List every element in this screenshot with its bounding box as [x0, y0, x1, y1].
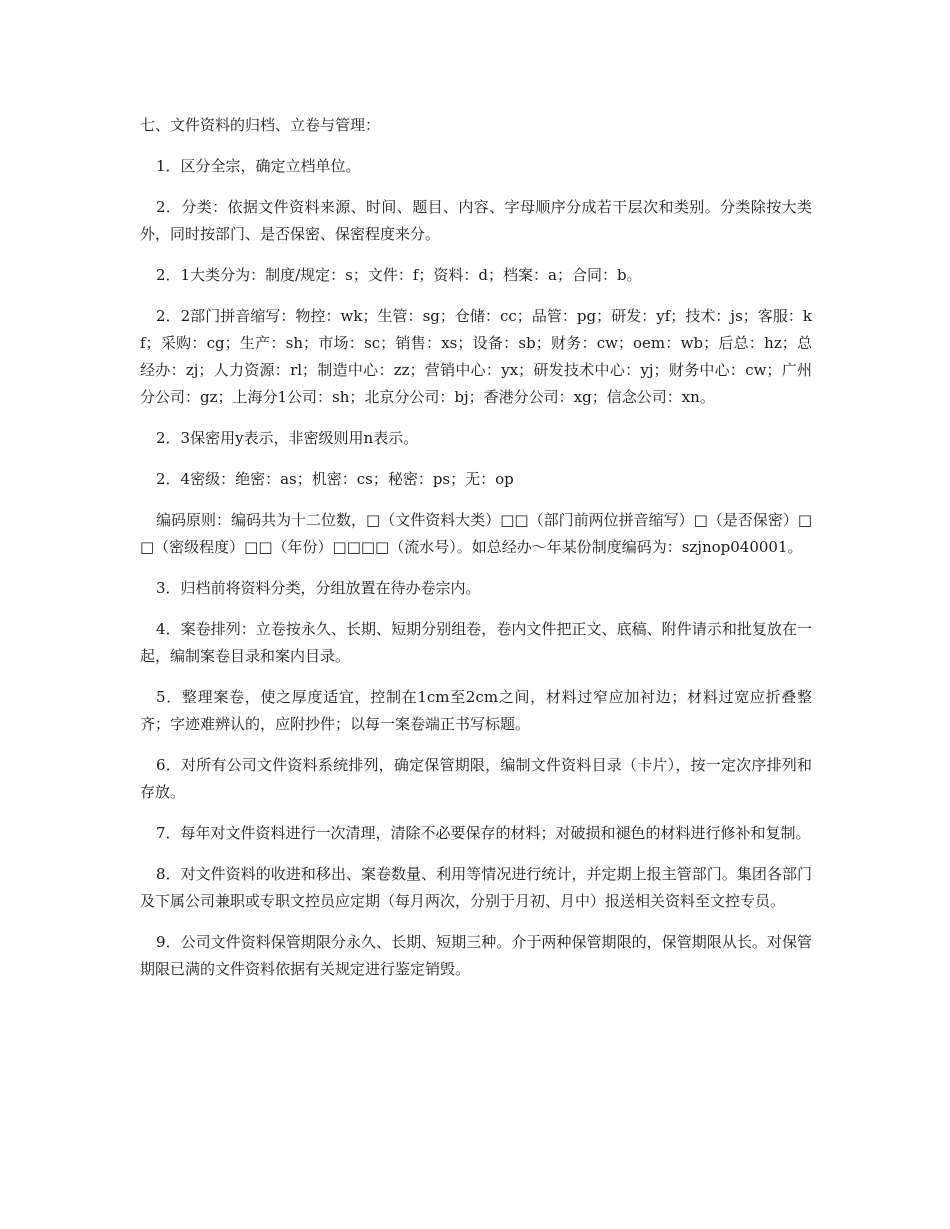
paragraph-8: 8．对文件资料的收进和移出、案卷数量、利用等情况进行统计，并定期上报主管部门。集团各部门及下属公司兼职或专职文控员应定期（每月两次，分别于月初、月中）报送相关资料至文控专员。: [140, 865, 812, 910]
paragraph-7: 7．每年对文件资料进行一次清理，清除不必要保存的材料；对破损和褪色的材料进行修补和复制。: [156, 824, 811, 842]
paragraph-2-3: 2．3保密用y表示，非密级则用n表示。: [156, 429, 419, 447]
paragraph-4: 4．案卷排列：立卷按永久、长期、短期分别组卷，卷内文件把正文、底稿、附件请示和批复放在一起，编制案卷目录和案内目录。: [140, 620, 812, 665]
paragraph-3: 3．归档前将资料分类，分组放置在待办卷宗内。: [156, 579, 481, 597]
paragraph-coding-rule: 编码原则：编码共为十二位数，□（文件资料大类）□□（部门前两位拼音缩写）□（是否保密）□□（密级程度）□□（年份）□□□□（流水号）。如总经办～年某份制度编码为：szjnop040001。: [140, 511, 812, 556]
document-page: [140, 112, 812, 997]
section-heading: 七、文件资料的归档、立卷与管理：: [140, 116, 381, 134]
paragraph-5: 5．整理案卷，使之厚度适宜，控制在1cm至2cm之间，材料过窄应加衬边；材料过宽应折叠整齐；字迹难辨认的，应附抄件；以每一案卷端正书写标题。: [140, 688, 812, 733]
paragraph-2: 2．分类：依据文件资料来源、时间、题目、内容、字母顺序分成若干层次和类别。分类除按大类外，同时按部门、是否保密、保密程度来分。: [140, 198, 812, 243]
paragraph-2-2: 2．2部门拼音缩写：物控：wk；生管：sg；仓储：cc；品管：pg；研发：yf；技术：js；客服：kf；采购：cg；生产：sh；市场：sc；销售：xs；设备：sb；财务：cw；oem：wb；后总：hz；总经办：zj；人力资源：rl；制造中心：zz；营销中心：yx；研发技术中心：yj；财务中心：cw；广州分公司：gz；上海分1公司：sh；北京分公司：bj；香港分公司：xg；信念公司：xn。: [140, 307, 812, 406]
paragraph-9: 9．公司文件资料保管期限分永久、长期、短期三种。介于两种保管期限的，保管期限从长。对保管期限已满的文件资料依据有关规定进行鉴定销毁。: [140, 933, 812, 978]
paragraph-6: 6．对所有公司文件资料系统排列，确定保管期限，编制文件资料目录（卡片），按一定次序排列和存放。: [140, 756, 812, 801]
paragraph-1: 1．区分全宗，确定立档单位。: [156, 157, 361, 175]
paragraph-2-1: 2．1大类分为：制度/规定：s；文件：f；资料：d；档案：a；合同：b。: [156, 266, 642, 284]
paragraph-2-4: 2．4密级：绝密：as；机密：cs；秘密：ps；无：op: [156, 470, 514, 488]
